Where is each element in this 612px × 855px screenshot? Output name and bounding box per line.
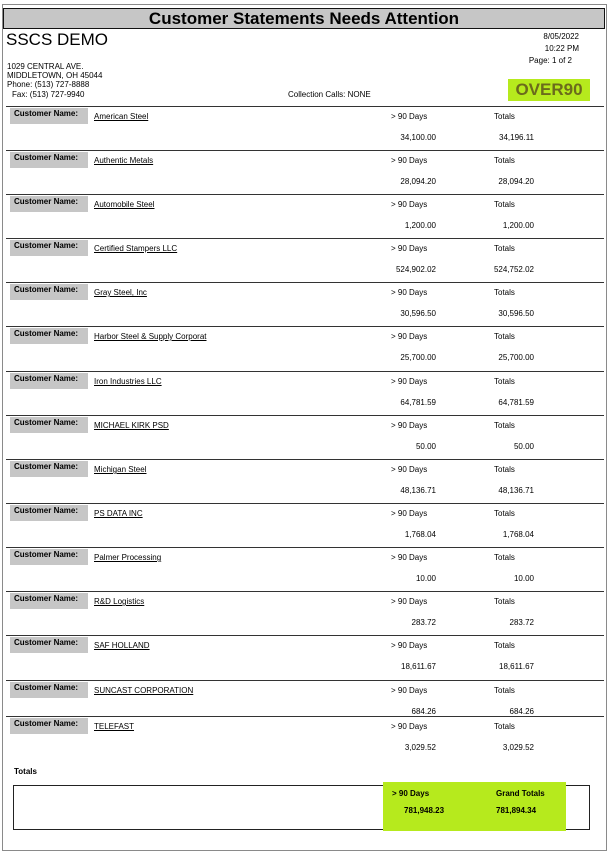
over90-header: > 90 Days bbox=[391, 377, 428, 386]
customer-name-link[interactable]: Palmer Processing bbox=[94, 553, 162, 562]
totals-header: Totals bbox=[494, 244, 515, 253]
company-name: SSCS DEMO bbox=[6, 30, 109, 49]
over90-value: 64,781.59 bbox=[400, 398, 436, 407]
customer-name-label: Customer Name: bbox=[10, 417, 88, 433]
customer-name-link[interactable]: Michigan Steel bbox=[94, 465, 147, 474]
customer-row bbox=[6, 282, 604, 327]
phone-line: Phone: (513) 727-8888 bbox=[7, 80, 90, 89]
over90-value: 10.00 bbox=[415, 574, 436, 583]
customer-name-link[interactable]: Automobile Steel bbox=[94, 200, 155, 209]
customer-row bbox=[6, 326, 604, 371]
customer-row bbox=[6, 635, 604, 680]
total-value: 48,136.71 bbox=[498, 486, 534, 495]
customer-name-label: Customer Name: bbox=[10, 152, 88, 168]
over90-badge: OVER90 bbox=[508, 79, 590, 101]
totals-header: Totals bbox=[494, 641, 515, 650]
customer-name-label: Customer Name: bbox=[10, 108, 88, 124]
over90-value: 34,100.00 bbox=[400, 133, 436, 142]
address-line: MIDDLETOWN, OH 45044 bbox=[7, 71, 103, 80]
over90-value: 25,700.00 bbox=[400, 353, 436, 362]
over90-header: > 90 Days bbox=[391, 722, 428, 731]
over90-header: > 90 Days bbox=[391, 421, 428, 430]
grand-totals-value: 781,894.34 bbox=[496, 806, 537, 815]
over90-value: 3,029.52 bbox=[404, 743, 436, 752]
total-value: 283.72 bbox=[509, 618, 534, 627]
customer-name-label: Customer Name: bbox=[10, 461, 88, 477]
total-value: 30,596.50 bbox=[498, 309, 534, 318]
customer-row bbox=[6, 371, 604, 416]
totals-header: Totals bbox=[494, 200, 515, 209]
customer-name-link[interactable]: Authentic Metals bbox=[94, 156, 154, 165]
over90-value: 524,902.02 bbox=[395, 265, 436, 274]
customer-name-label: Customer Name: bbox=[10, 373, 88, 389]
customer-row bbox=[6, 716, 604, 761]
collection-calls: Collection Calls: NONE bbox=[288, 90, 371, 99]
totals-header: Totals bbox=[494, 377, 515, 386]
customer-name-label: Customer Name: bbox=[10, 284, 88, 300]
customer-name-label: Customer Name: bbox=[10, 637, 88, 653]
totals-header: Totals bbox=[494, 722, 515, 731]
customer-row bbox=[6, 150, 604, 195]
grand-totals-header: Grand Totals bbox=[496, 789, 545, 798]
total-value: 34,196.11 bbox=[499, 133, 534, 142]
customer-name-link[interactable]: American Steel bbox=[94, 112, 149, 121]
totals-header: Totals bbox=[494, 686, 515, 695]
customer-name-label: Customer Name: bbox=[10, 718, 88, 734]
totals-header: Totals bbox=[494, 332, 515, 341]
customer-name-link[interactable]: Gray Steel, Inc bbox=[94, 288, 147, 297]
customer-row bbox=[6, 459, 604, 504]
totals-header: Totals bbox=[494, 553, 515, 562]
customer-row bbox=[6, 106, 604, 151]
total-value: 10.00 bbox=[513, 574, 534, 583]
over90-value: 18,611.67 bbox=[401, 662, 436, 671]
over90-header: > 90 Days bbox=[391, 465, 428, 474]
address-line: 1029 CENTRAL AVE. bbox=[7, 62, 84, 71]
over90-header: > 90 Days bbox=[391, 288, 428, 297]
over90-header: > 90 Days bbox=[391, 200, 428, 209]
over90-value: 28,094.20 bbox=[400, 177, 436, 186]
over90-value: 30,596.50 bbox=[400, 309, 436, 318]
total-value: 1,768.04 bbox=[502, 530, 534, 539]
page-number: Page: 1 of 2 bbox=[528, 56, 572, 65]
customer-name-link[interactable]: R&D Logistics bbox=[94, 597, 145, 606]
customer-row bbox=[6, 415, 604, 460]
report-time: 10:22 PM bbox=[544, 44, 579, 53]
over90-value: 1,768.04 bbox=[404, 530, 436, 539]
total-value: 64,781.59 bbox=[498, 398, 534, 407]
totals-header: Totals bbox=[494, 421, 515, 430]
total-value: 50.00 bbox=[513, 442, 534, 451]
total-value: 25,700.00 bbox=[498, 353, 534, 362]
customer-name-link[interactable]: PS DATA INC bbox=[94, 509, 143, 518]
over90-header: > 90 Days bbox=[391, 641, 428, 650]
totals-header: Totals bbox=[494, 509, 515, 518]
total-value: 28,094.20 bbox=[498, 177, 534, 186]
totals-over90-header: > 90 Days bbox=[392, 789, 430, 798]
over90-header: > 90 Days bbox=[391, 112, 428, 121]
total-value: 684.26 bbox=[509, 707, 534, 716]
report-date: 8/05/2022 bbox=[543, 32, 579, 41]
customer-name-link[interactable]: SAF HOLLAND bbox=[94, 641, 150, 650]
customer-name-link[interactable]: SUNCAST CORPORATION bbox=[94, 686, 194, 695]
customer-row bbox=[6, 238, 604, 283]
total-value: 524,752.02 bbox=[493, 265, 534, 274]
fax-line: Fax: (513) 727-9940 bbox=[12, 90, 85, 99]
over90-header: > 90 Days bbox=[391, 509, 428, 518]
customer-name-link[interactable]: Harbor Steel & Supply Corporat bbox=[94, 332, 207, 341]
customer-name-link[interactable]: MICHAEL KIRK PSD bbox=[94, 421, 169, 430]
over90-header: > 90 Days bbox=[391, 332, 428, 341]
customer-name-label: Customer Name: bbox=[10, 593, 88, 609]
customer-row bbox=[6, 547, 604, 592]
customer-name-link[interactable]: TELEFAST bbox=[94, 722, 135, 731]
over90-value: 1,200.00 bbox=[404, 221, 436, 230]
totals-header: Totals bbox=[494, 112, 515, 121]
customer-row bbox=[6, 591, 604, 636]
customer-name-link[interactable]: Iron Industries LLC bbox=[94, 377, 162, 386]
over90-header: > 90 Days bbox=[391, 156, 428, 165]
totals-header: Totals bbox=[494, 156, 515, 165]
report-title: Customer Statements Needs Attention bbox=[3, 8, 605, 29]
totals-over90-value: 781,948.23 bbox=[404, 806, 445, 815]
customer-row bbox=[6, 503, 604, 548]
total-value: 1,200.00 bbox=[502, 221, 534, 230]
over90-header: > 90 Days bbox=[391, 686, 428, 695]
totals-header: Totals bbox=[494, 597, 515, 606]
customer-name-label: Customer Name: bbox=[10, 505, 88, 521]
total-value: 18,611.67 bbox=[499, 662, 534, 671]
over90-header: > 90 Days bbox=[391, 244, 428, 253]
customer-name-label: Customer Name: bbox=[10, 682, 88, 698]
customer-name-label: Customer Name: bbox=[10, 196, 88, 212]
totals-header: Totals bbox=[494, 465, 515, 474]
over90-header: > 90 Days bbox=[391, 597, 428, 606]
customer-row bbox=[6, 194, 604, 239]
totals-header: Totals bbox=[494, 288, 515, 297]
over90-value: 50.00 bbox=[415, 442, 436, 451]
customer-name-label: Customer Name: bbox=[10, 240, 88, 256]
over90-header: > 90 Days bbox=[391, 553, 428, 562]
over90-value: 684.26 bbox=[411, 707, 436, 716]
totals-label: Totals bbox=[14, 767, 37, 776]
customer-name-link[interactable]: Certified Stampers LLC bbox=[94, 244, 178, 253]
total-value: 3,029.52 bbox=[502, 743, 534, 752]
customer-name-label: Customer Name: bbox=[10, 549, 88, 565]
over90-value: 48,136.71 bbox=[400, 486, 436, 495]
over90-value: 283.72 bbox=[411, 618, 436, 627]
customer-name-label: Customer Name: bbox=[10, 328, 88, 344]
